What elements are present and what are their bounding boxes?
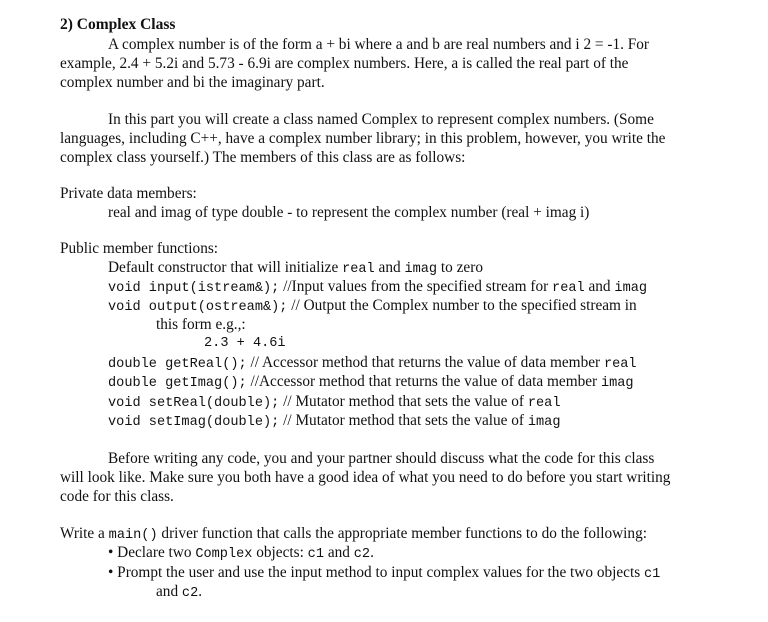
setreal-signature: void setReal(double);	[108, 396, 280, 411]
discuss-line-2: will look like. Make sure you both have a good idea of what you need to do before you start writing	[60, 469, 671, 486]
output-method-continuation: this form e.g.,:	[156, 316, 246, 333]
section-heading: 2) Complex Class	[60, 16, 176, 33]
setimag-signature: void setImag(double);	[108, 415, 280, 430]
getimag-signature: double getImag();	[108, 376, 247, 391]
part-line-2: languages, including C++, have a complex number library; in this problem, however, you write the	[60, 130, 666, 147]
output-example: 2.3 + 4.6i	[204, 336, 286, 351]
part-line-1: In this part you will create a class named Complex to represent complex numbers. (Some	[108, 111, 654, 128]
discuss-line-3: code for this class.	[60, 488, 174, 505]
intro-line-2: example, 2.4 + 5.2i and 5.73 - 6.9i are complex numbers. Here, a is called the real part of the	[60, 55, 629, 72]
bullet-icon: •	[108, 544, 114, 561]
discuss-line-1: Before writing any code, you and your partner should discuss what the code for this class	[108, 450, 655, 467]
input-method-line: void input(istream&); //Input values from the specified stream for real and imag	[108, 278, 648, 296]
private-members-title: Private data members:	[60, 185, 197, 202]
private-members-desc: real and imag of type double - to represent the complex number (real + imag i)	[108, 204, 590, 221]
constructor-line: Default constructor that will initialize real and imag to zero	[108, 259, 483, 277]
getimag-method-line: double getImag(); //Accessor method that returns the value of data member imag	[108, 373, 634, 391]
output-signature: void output(ostream&);	[108, 300, 288, 315]
driver-intro-line: Write a main() driver function that calls the appropriate member functions to do the following:	[60, 525, 647, 543]
getreal-method-line: double getReal(); // Accessor method that returns the value of data member real	[108, 354, 637, 372]
output-method-line: void output(ostream&); // Output the Complex number to the specified stream in	[108, 297, 637, 315]
driver-bullet-2-continuation: and c2.	[156, 583, 203, 601]
intro-line-1: A complex number is of the form a + bi where a and b are real numbers and i 2 = -1. For	[108, 36, 650, 53]
setreal-method-line: void setReal(double); // Mutator method that sets the value of real	[108, 393, 561, 411]
getreal-signature: double getReal();	[108, 357, 247, 372]
part-line-3: complex class yourself.) The members of this class are as follows:	[60, 149, 466, 166]
driver-bullet-1: • Declare two Complex objects: c1 and c2.	[108, 544, 374, 562]
driver-bullet-2: • Prompt the user and use the input method to input complex values for the two objects c1	[108, 564, 661, 582]
setimag-method-line: void setImag(double); // Mutator method that sets the value of imag	[108, 412, 561, 430]
bullet-icon: •	[108, 564, 114, 581]
input-signature: void input(istream&);	[108, 281, 280, 296]
public-members-title: Public member functions:	[60, 240, 219, 257]
intro-line-3: complex number and bi the imaginary part.	[60, 74, 325, 91]
